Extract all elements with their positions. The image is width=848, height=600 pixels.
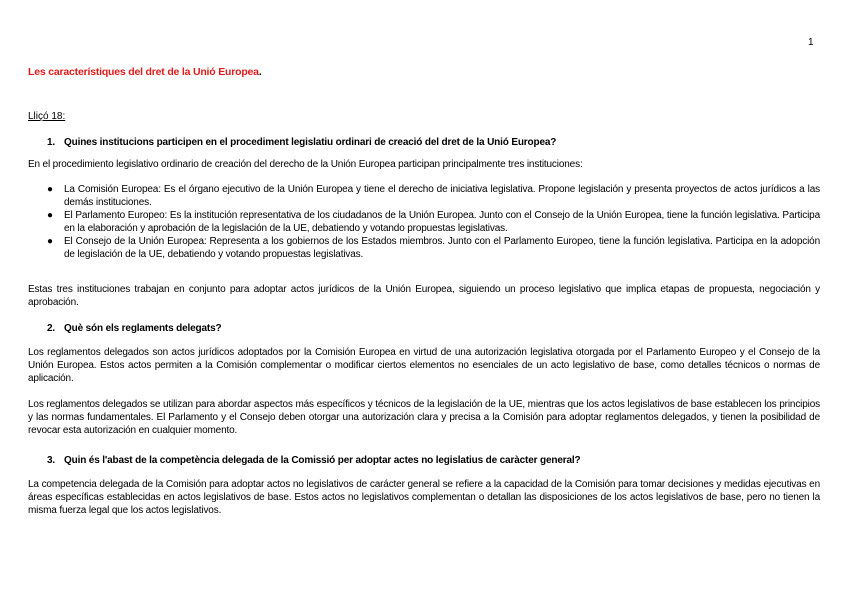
question-2 xyxy=(47,322,221,335)
answer-2-paragraph-1: Los reglamentos delegados son actos jurídicos adoptados por la Comisión Europea en virtud de una autorización legislativa otorgada por el Parlamento Europeo y el Consejo de la Unión Europea. Estos actos permiten a la Comisión complementar o modificar ciertos elementos no esenciales de un acto legislativo de base, como detalles técnicos o normas de aplicación. xyxy=(28,347,820,384)
list-item xyxy=(28,209,820,235)
question-3-number: 3. xyxy=(47,455,56,466)
answer-2-paragraph-2: Los reglamentos delegados se utilizan para abordar aspectos más específicos y técnicos de la legislación de la UE, mientras que los actos legislativos de base establecen los principios y las normas fundamentales. El Parlamento y el Consejo deben otorgar una autorización clara y precisa a la Comisión para adoptar reglamentos delegados, y tienen la posibilidad de revocar esta autorización en cualquier momento. xyxy=(28,399,820,436)
answer-1-outro: Estas tres instituciones trabajan en conjunto para adoptar actos jurídicos de la Unión Europea, siguiendo un proceso legislativo que implica etapas de propuesta, negociación y aprobación. xyxy=(28,284,820,308)
question-1-number: 1. xyxy=(47,137,56,148)
question-1 xyxy=(47,136,556,149)
document-title xyxy=(28,66,262,79)
document-title-text: Les característiques del dret de la Unió Europea xyxy=(28,66,259,78)
bullet-icon: ● xyxy=(47,236,53,247)
bullet-text: El Consejo de la Unión Europea: Representa a los gobiernos de los Estados miembros. Junto con el Parlamento Europeo, tiene la función legislativa. Participa en la adopción de legislación de la UE, debatiendo y votando propuestas legislativas. xyxy=(64,236,820,260)
lesson-heading: Lliçó 18: xyxy=(28,111,66,122)
bullet-text: El Parlamento Europeo: Es la institución representativa de los ciudadanos de la Unión Europea. Junto con el Consejo de la Unión Europea, tiene la función legislativa. Participa en la elaboración y aprobación de la legislación de la UE, debatiendo y votando propuestas legislativas. xyxy=(64,210,820,234)
answer-1-intro: En el procedimiento legislativo ordinario de creación del derecho de la Unión Europea participan principalmente tres instituciones: xyxy=(28,159,583,170)
question-3 xyxy=(47,454,580,467)
question-1-text: Quines institucions participen en el procediment legislatiu ordinari de creació del dret de la Unió Europea? xyxy=(64,137,557,148)
page-number: 1 xyxy=(808,37,814,48)
list-item xyxy=(28,183,820,209)
answer-3-paragraph-1: La competencia delegada de la Comisión para adoptar actos no legislativos de carácter general se refiere a la capacidad de la Comisión para tomar decisiones y medidas ejecutivas en áreas específicas establecidas en actos legislativos de base. Estos actos no legislativos complementan o detallan las disposiciones de los actos legislativos de base, pero no tienen la misma fuerza legal que los actos legislativos. xyxy=(28,479,820,516)
bullet-icon: ● xyxy=(47,210,53,221)
list-item xyxy=(28,235,820,261)
document-title-period: . xyxy=(258,66,262,78)
bullet-text: La Comisión Europea: Es el órgano ejecutivo de la Unión Europea y tiene el derecho de iniciativa legislativa. Propone legislación y presenta proyectos de actos jurídicos a las demás instituciones. xyxy=(64,184,820,208)
answer-1-bullet-list xyxy=(28,183,820,261)
question-2-number: 2. xyxy=(47,323,56,334)
question-2-text: Què són els reglaments delegats? xyxy=(64,323,222,334)
question-3-text: Quin és l'abast de la competència delegada de la Comissió per adoptar actes no legislatius de caràcter general? xyxy=(64,455,581,466)
bullet-icon: ● xyxy=(47,184,53,195)
